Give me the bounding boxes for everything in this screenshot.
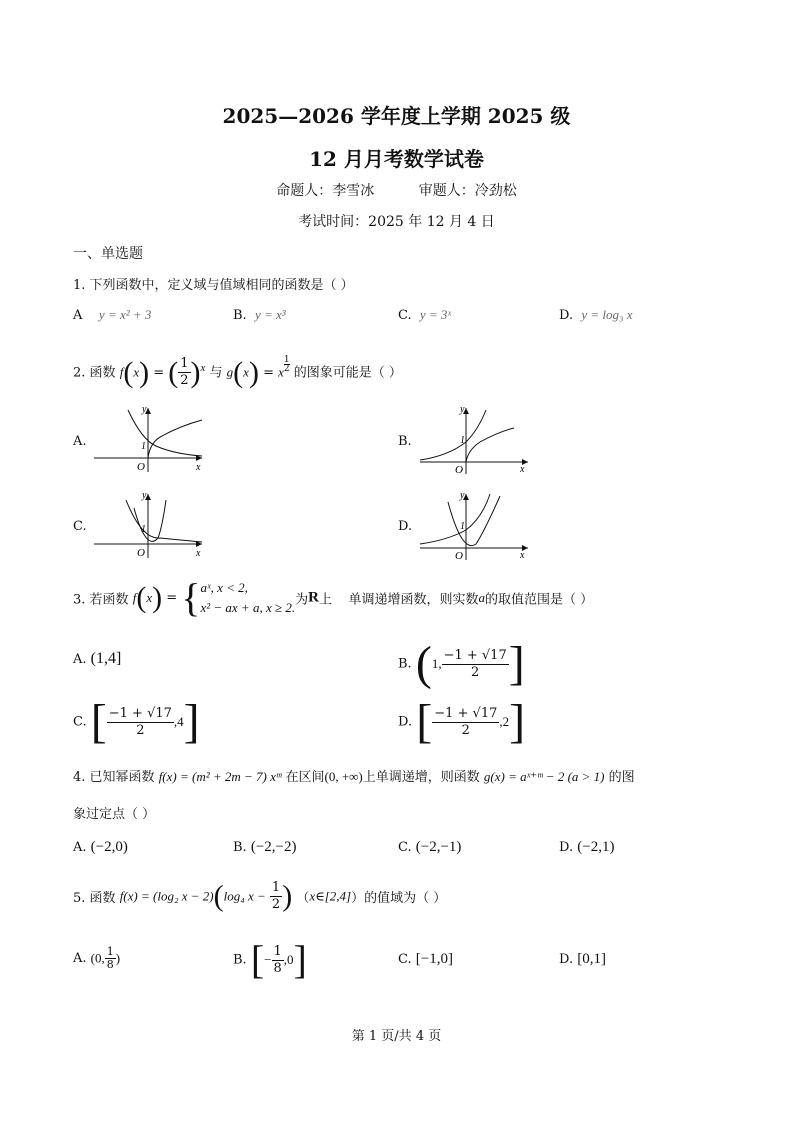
q4-option-b — [233, 839, 297, 856]
q5-option-d — [559, 951, 606, 968]
q3-a: a — [478, 590, 485, 605]
q5-option-d-expr: [0,1] — [577, 951, 606, 967]
q4-interval: (0, +∞) — [324, 769, 363, 784]
q1-option-c-expr: y = 3ˣ — [419, 307, 452, 322]
q5-option-c-label: C. — [398, 952, 412, 967]
q3-tail2: 上 单调递增函数，则实数 — [318, 592, 479, 608]
q1-option-d-expr: y = log₃ x — [581, 307, 633, 322]
q3-real-set: R — [308, 589, 319, 606]
q2-graph-a — [90, 402, 210, 474]
q4-gx: g(x) = aˣ⁺ᵐ − 2 (a > 1) — [483, 769, 605, 784]
exam-title-line2: 12 月月考数学试卷 — [309, 147, 484, 171]
q3-tail3: 的取值范围是（ ） — [485, 592, 594, 608]
q5-option-c — [398, 951, 453, 968]
q5-option-b-frac: $\frac{1}{8}$ — [273, 943, 282, 976]
origin-label: O — [455, 550, 463, 560]
x-label: x — [520, 550, 525, 560]
q2-mid: 与 — [209, 365, 223, 381]
q3-stem: 3. 若函数 f(x) = { aˣ, x < 2, x² − ax + a, x ≥ 2. 为R上 单调递增函数，则实数a的取值范围是（ ） — [73, 575, 594, 620]
q3-tail1: 为 — [295, 592, 309, 608]
q5-option-b-label: B. — [233, 952, 247, 968]
y-label: y — [460, 490, 465, 501]
q5-half: $\frac{1}{2}$ — [271, 880, 281, 912]
origin-label: O — [137, 461, 145, 473]
q4-option-d — [559, 839, 614, 856]
y-label: y — [460, 404, 465, 415]
q5-option-d-label: D. — [559, 952, 574, 967]
q2-half: $\frac{1}{2}$ — [180, 356, 189, 389]
q1-option-a-expr: y = x² + 3 — [98, 307, 152, 322]
origin-label: O — [455, 464, 463, 474]
q2-option-b-label: B. — [398, 434, 412, 449]
q2-graph-c — [90, 488, 210, 560]
growth-curve — [420, 410, 486, 460]
q2-option-d-label: D. — [398, 519, 413, 534]
q1-option-b-expr: y = x³ — [254, 307, 286, 322]
q1-stem: 1. 下列函数中，定义域与值域相同的函数是（ ） — [73, 278, 354, 293]
q3-option-d-frac: $\frac{-1 + √17}{2}$ — [434, 705, 498, 738]
q5-f2: log₄ x − — [223, 888, 266, 904]
q3-num: 3. 若函数 — [73, 592, 129, 608]
q4-option-c — [398, 839, 461, 856]
y-label: y — [142, 404, 147, 415]
q3-option-c-frac: $\frac{-1 + √17}{2}$ — [108, 705, 172, 738]
q3-option-c: C. [ $\frac{-1 + √17}{2}$ ,4] — [73, 695, 200, 748]
q5-fx: f(x) = (log₂ x − 2) — [119, 888, 214, 904]
q1-option-a-label: A — [73, 308, 83, 323]
q1-option-b-label: B. — [233, 308, 247, 323]
q1-option-a — [73, 307, 151, 323]
q1-option-c — [398, 307, 451, 323]
q3-option-a-label: A. — [73, 652, 87, 667]
q4-option-a — [73, 839, 128, 856]
q3-piece1: aˣ, x < 2, — [200, 580, 248, 595]
q3-option-a — [73, 650, 121, 668]
q5-stem: 5. 函数 f(x) = (log₂ x − 2)(log₄ x − $\frac{1}{2}$ ) （x∈[2,4]）的值域为（ ） — [73, 879, 447, 913]
x-label: x — [196, 548, 201, 559]
section-title: 一、单选题 — [73, 246, 143, 262]
q2-option-a-label: A. — [73, 434, 87, 449]
x-label: x — [520, 464, 525, 474]
q5-option-a: A. (0, $\frac{1}{8}$ ) — [73, 945, 121, 971]
exam-title-line1: 2025—2026 学年度上学期 2025 级 — [222, 104, 571, 128]
q1-option-d-label: D. — [559, 308, 574, 323]
exam-time: 考试时间：2025 年 12 月 4 日 — [298, 214, 495, 230]
q2-graph-d — [418, 488, 538, 560]
exam-authors: 命题人：李雪冰 审题人：冷劲松 — [276, 183, 517, 199]
q4-option-b-label: B. — [233, 840, 247, 855]
one-label: 1 — [460, 521, 465, 532]
q4-option-c-label: C. — [398, 840, 412, 855]
q2-option-c-label: C. — [73, 519, 87, 534]
one-label: 1 — [460, 435, 465, 446]
q2-num: 2. 函数 — [73, 365, 116, 381]
parabola-curve — [448, 496, 500, 546]
q3-option-a-expr: (1,4] — [90, 650, 122, 667]
q2-stem: 2. 函数 f(x) = ( $\frac{1}{2}$ )$^x$ 与 g(x) = x $^{\frac{1}{2}}$ 的图象可能是（ ） — [73, 355, 402, 389]
q3-option-c-label: C. — [73, 714, 87, 730]
q3-option-b-frac: $\frac{-1 + √17}{2}$ — [443, 647, 507, 680]
q2-fx: f — [119, 364, 124, 380]
q5-domain: x∈[2,4] — [309, 888, 352, 904]
q3-option-d-label: D. — [398, 714, 413, 730]
origin-label: O — [137, 547, 145, 559]
q2-tail: 的图象可能是（ ） — [293, 365, 402, 381]
one-label: 1 — [141, 441, 146, 452]
q1-option-c-label: C. — [398, 308, 412, 323]
q4-option-a-expr: (−2,0) — [90, 839, 128, 855]
q3-option-d: D. [ $\frac{-1 + √17}{2}$ ,2] — [398, 695, 526, 748]
parabola-curve — [134, 500, 166, 541]
q5-option-a-label: A. — [73, 951, 87, 966]
q1-option-b — [233, 307, 286, 323]
q4-stem-line2: 象过定点（ ） — [73, 807, 156, 822]
q4-stem-line1: 4. 已知幂函数 f(x) = (m² + 2m − 7) xᵐ 在区间(0, +∞)上单调递增，则函数 g(x) = aˣ⁺ᵐ − 2 (a > 1) 的图 — [73, 769, 635, 785]
q2-graph-b — [418, 402, 538, 474]
q5-option-b: B. [− $\frac{1}{8}$ ,0] — [233, 937, 307, 982]
q5-option-a-frac: $\frac{1}{8}$ — [106, 945, 114, 971]
q4-option-a-label: A. — [73, 840, 87, 855]
one-label: 1 — [141, 524, 146, 535]
q4-option-b-expr: (−2,−2) — [250, 839, 297, 855]
q4-fx: f(x) = (m² + 2m − 7) xᵐ — [158, 769, 282, 784]
growth-curve — [420, 494, 490, 544]
q1-option-d — [559, 307, 633, 323]
y-label: y — [142, 490, 147, 501]
q3-piece2: x² − ax + a, x ≥ 2. — [200, 600, 296, 615]
q4-option-d-label: D. — [559, 840, 574, 855]
q5-option-c-expr: [−1,0] — [415, 951, 453, 967]
q3-option-b: B. (1, $\frac{-1 + √17}{2}$ ] — [398, 637, 525, 690]
q4-option-c-expr: (−2,−1) — [415, 839, 462, 855]
decay-curve — [126, 500, 202, 542]
x-label: x — [196, 462, 201, 473]
decay-curve — [128, 410, 202, 456]
page-footer: 第 1 页/共 4 页 — [351, 1029, 442, 1044]
q3-option-b-label: B. — [398, 656, 412, 672]
q4-option-d-expr: (−2,1) — [577, 839, 615, 855]
q2-gx: g — [226, 364, 234, 380]
